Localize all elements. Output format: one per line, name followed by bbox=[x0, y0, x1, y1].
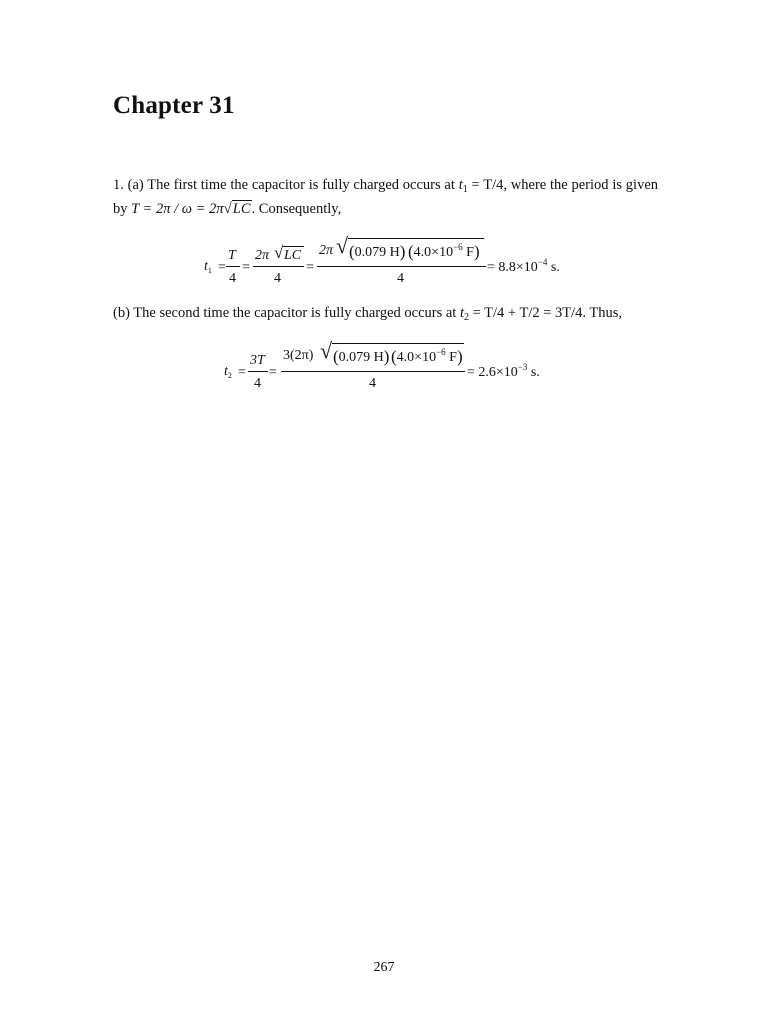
eq-b-equals-1: = bbox=[238, 365, 246, 380]
eq-b-f1-bar bbox=[248, 371, 268, 372]
eq-a-f3-coef: 2π bbox=[319, 243, 334, 258]
problem-number: 1. bbox=[113, 177, 124, 193]
eq-a-f1-num: T bbox=[228, 248, 236, 263]
eq-a-f3-inductance: (0.079 H) bbox=[349, 242, 406, 261]
t2-subscript: 2 bbox=[464, 312, 469, 323]
chapter-title: Chapter 31 bbox=[113, 92, 235, 119]
eq-b-equals-2: = bbox=[269, 365, 277, 380]
eq-b-f2-den: 4 bbox=[369, 376, 376, 391]
eq-a-lhs: $t_1$ bbox=[204, 259, 212, 275]
eq-b-f1-den: 4 bbox=[254, 376, 261, 391]
inline-sqrt: √LC bbox=[223, 201, 251, 217]
eq-b-f2-inductance: (0.079 H) bbox=[333, 347, 390, 366]
page-number: 267 bbox=[373, 960, 395, 975]
eq-b-lhs: $t_2$ bbox=[224, 364, 232, 380]
part-b-label: (b) bbox=[113, 305, 130, 321]
part-b-eq-rhs: = T/4 + T/2 = 3T/4. Thus, bbox=[472, 305, 623, 321]
t2-symbol: t bbox=[459, 305, 464, 321]
eq-b-f2-coef: 3(2π) bbox=[283, 348, 314, 363]
eq-a-result: = $8.8\times 10^{-4}$ s. bbox=[487, 257, 560, 275]
eq-a-f2-num: 2π bbox=[255, 248, 270, 263]
part-a-eq-rhs: = T/4, where the period is given by bbox=[113, 177, 659, 217]
part-a-text1: The first time the capacitor is fully charged occurs at bbox=[147, 177, 455, 193]
eq-a-f3-capacitance: ($4.0\times 10^{-6}$ F) bbox=[408, 242, 480, 261]
eq-b-f2-capacitance: ($4.0\times 10^{-6}$ F) bbox=[391, 347, 463, 366]
eq-a-f3-den: 4 bbox=[397, 271, 404, 286]
eq-a-equals-3: = bbox=[306, 260, 314, 275]
t1-symbol: t bbox=[458, 177, 463, 193]
eq-b-f1-num: 3T bbox=[250, 353, 265, 368]
eq-a-f3-radical: √ bbox=[336, 233, 349, 258]
t1-subscript: 1 bbox=[462, 184, 468, 195]
part-a-label: (a) bbox=[127, 177, 144, 193]
eq-a-equals-2: = bbox=[242, 260, 250, 275]
eq-a-f2-den: 4 bbox=[274, 271, 281, 286]
eq-a-f1-den: 4 bbox=[229, 271, 236, 286]
period-expression: T = 2π / ω = 2π bbox=[131, 201, 224, 217]
eq-b-result: = $2.6\times 10^{-3}$ s. bbox=[467, 362, 540, 380]
eq-b-f2-sqrt-bar bbox=[332, 343, 464, 344]
part-b-text1: The second time the capacitor is fully charged occurs at bbox=[133, 305, 457, 321]
eq-a-f2-radical: √ bbox=[274, 243, 284, 262]
inline-sqrt-lc: LC bbox=[232, 201, 251, 217]
part-a-text2: . Consequently, bbox=[251, 201, 342, 217]
equation-t2 bbox=[0, 0, 768, 420]
eq-b-f2-bar bbox=[281, 371, 465, 372]
eq-a-f2-lc: LC bbox=[284, 248, 302, 263]
eq-b-f2-radical: √ bbox=[320, 338, 333, 363]
eq-a-equals-1: = bbox=[218, 260, 226, 275]
